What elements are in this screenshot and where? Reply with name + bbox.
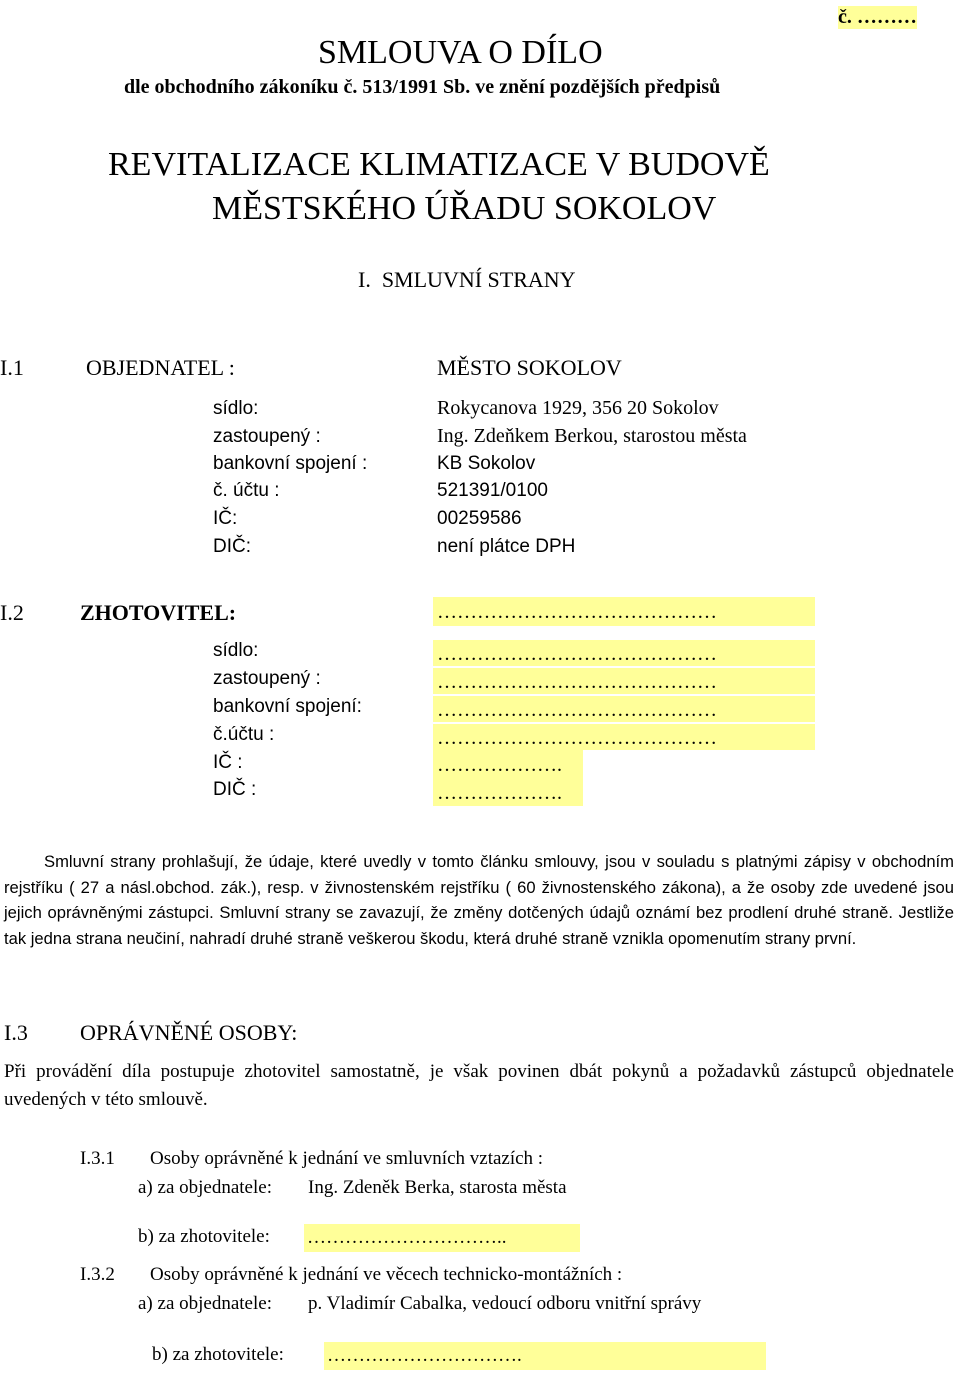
sub1-contractor-label: b) za zhotovitele: bbox=[138, 1226, 270, 1247]
contractor-heading: ZHOTOVITEL: bbox=[80, 600, 237, 625]
contractor-bank-field[interactable]: …………………………………… bbox=[433, 696, 815, 722]
sub2-client-label: a) za objednatele: bbox=[138, 1293, 272, 1314]
contractor-dic-field[interactable]: ………………. bbox=[433, 778, 583, 806]
sub1-contractor-field[interactable]: ………………………….. bbox=[304, 1224, 580, 1252]
section-heading: I. SMLUVNÍ STRANY bbox=[358, 267, 576, 292]
contractor-name-field[interactable]: …………………………………… bbox=[433, 597, 815, 626]
contractor-label-seat: sídlo: bbox=[213, 640, 259, 661]
client-value-seat: Rokycanova 1929, 356 20 Sokolov bbox=[437, 397, 719, 419]
contractor-label-dic: DIČ : bbox=[213, 779, 257, 800]
project-title-line2: MĚSTSKÉHO ÚŘADU SOKOLOV bbox=[212, 190, 717, 227]
contractor-seat-field[interactable]: …………………………………… bbox=[433, 640, 815, 666]
auth-section-number: I.3 bbox=[4, 1020, 28, 1045]
sub2-contractor-label: b) za zhotovitele: bbox=[152, 1344, 284, 1365]
client-label-represented: zastoupený : bbox=[213, 426, 321, 447]
client-name: MĚSTO SOKOLOV bbox=[437, 355, 622, 380]
sub1-number: I.3.1 bbox=[80, 1148, 115, 1169]
contract-number: č. ……… bbox=[838, 6, 917, 28]
sub2-contractor-field[interactable]: …………………………. bbox=[324, 1342, 766, 1370]
auth-heading: OPRÁVNĚNÉ OSOBY: bbox=[80, 1020, 298, 1045]
sub1-client-label: a) za objednatele: bbox=[138, 1177, 272, 1198]
sub2-client-value: p. Vladimír Cabalka, vedoucí odboru vnitřní správy bbox=[308, 1293, 702, 1314]
client-value-bank: KB Sokolov bbox=[437, 453, 536, 474]
contractor-label-bank: bankovní spojení: bbox=[213, 696, 362, 717]
document-subtitle: dle obchodního zákoníku č. 513/1991 Sb. ve znění pozdějších předpisů bbox=[124, 76, 721, 98]
client-label-seat: sídlo: bbox=[213, 398, 259, 419]
sub2-title: Osoby oprávněné k jednání ve věcech technicko-montážních : bbox=[150, 1264, 623, 1285]
client-label-account: č. účtu : bbox=[213, 480, 280, 501]
contractor-section-number: I.2 bbox=[0, 600, 24, 625]
client-label-ico: IČ: bbox=[213, 508, 238, 529]
contractor-account-field[interactable]: …………………………………… bbox=[433, 724, 815, 750]
auth-intro-paragraph: Při provádění díla postupuje zhotovitel samostatně, je však povinen dbát pokynů a požadavků zástupců objednatele uvedených v této smlouvě. bbox=[4, 1061, 954, 1110]
client-label-bank: bankovní spojení : bbox=[213, 453, 368, 474]
client-value-represented: Ing. Zdeňkem Berkou, starostou města bbox=[437, 425, 747, 447]
project-title-line1: REVITALIZACE KLIMATIZACE V BUDOVĚ bbox=[108, 146, 770, 183]
contractor-label-ico: IČ : bbox=[213, 752, 243, 773]
sub1-client-value: Ing. Zdeněk Berka, starosta města bbox=[308, 1177, 567, 1198]
document-title: SMLOUVA O DÍLO bbox=[318, 34, 603, 71]
client-value-ico: 00259586 bbox=[437, 508, 522, 529]
sub2-number: I.3.2 bbox=[80, 1264, 115, 1285]
client-value-dic: není plátce DPH bbox=[437, 536, 576, 557]
contractor-represented-field[interactable]: …………………………………… bbox=[433, 668, 815, 694]
contractor-ico-field[interactable]: ………………. bbox=[433, 750, 583, 778]
sub1-title: Osoby oprávněné k jednání ve smluvních vztazích : bbox=[150, 1148, 544, 1169]
contractor-label-represented: zastoupený : bbox=[213, 668, 321, 689]
client-label-dic: DIČ: bbox=[213, 536, 251, 557]
client-section-number: I.1 bbox=[0, 355, 24, 380]
declaration-paragraph: Smluvní strany prohlašují, že údaje, které uvedly v tomto článku smlouvy, jsou v souladu s platnými zápisy v obchodním rejstříku ( 27 a násl.obchod. zák.), resp. v živnostenském rejstříku ( 60 živnostenského zákona), a že osoby zde uvedené jsou jejich oprávněnými zástupci. Smluvní strany se zavazují, že změny dotčených údajů oznámí bez prodlení druhé straně. Jestliže tak jedna strana neučiní, nahradí druhé straně veškerou škodu, která druhé straně vznikla opomenutím strany první. bbox=[4, 852, 954, 948]
client-value-account: 521391/0100 bbox=[437, 480, 548, 501]
client-heading: OBJEDNATEL : bbox=[86, 355, 235, 380]
contractor-label-account: č.účtu : bbox=[213, 724, 275, 745]
